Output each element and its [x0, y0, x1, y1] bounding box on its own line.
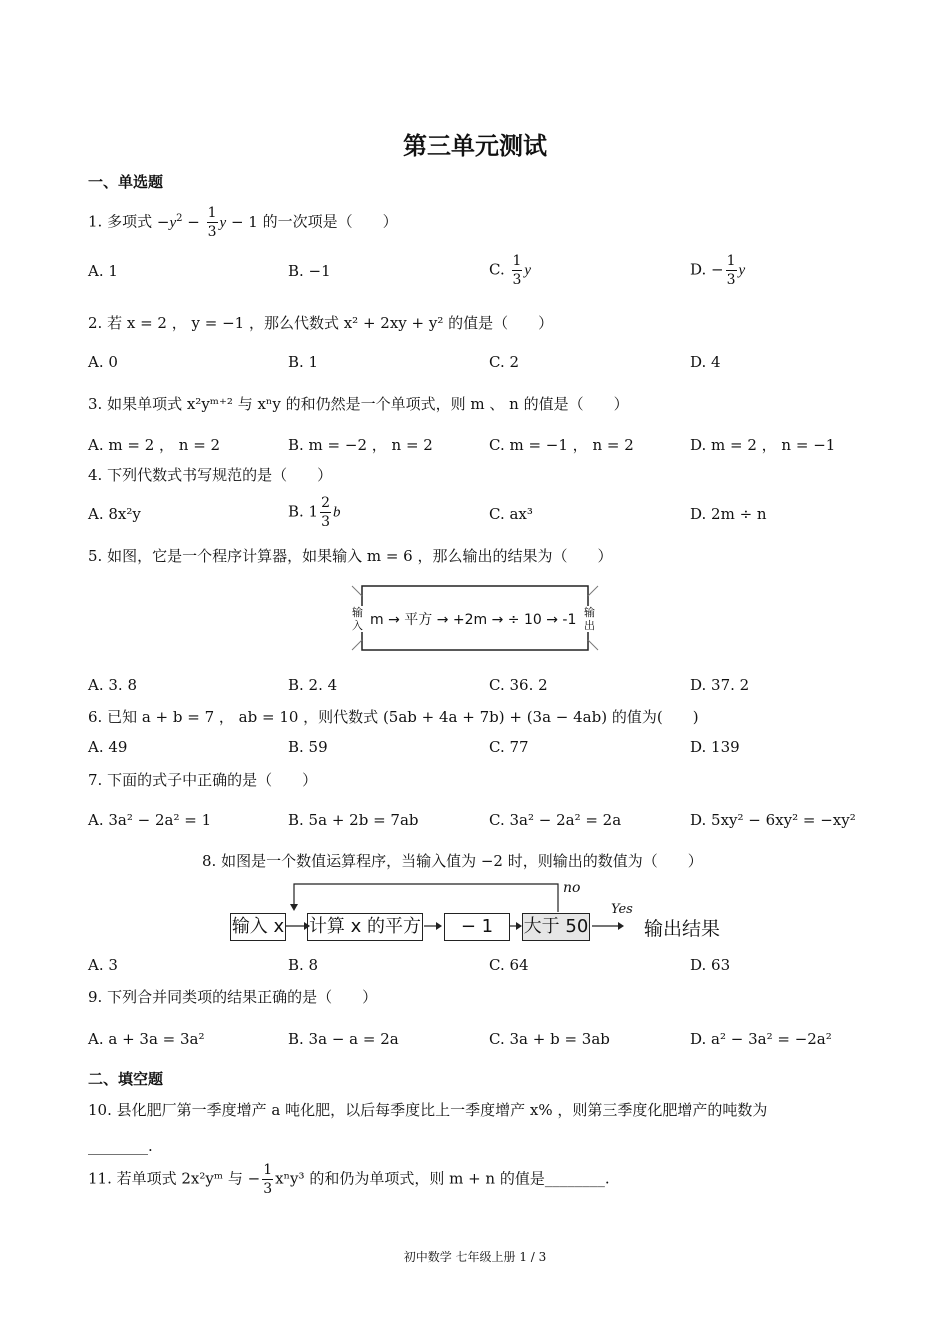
question-3: 3. 如果单项式 x²yᵐ⁺² 与 xⁿy 的和仍然是一个单项式，则 m 、 n 的值是（ ） [88, 395, 629, 413]
section-heading-single-choice: 一、单选题 [88, 173, 164, 191]
option-8c: C. 64 [489, 956, 529, 974]
question-11: 11. 若单项式 2x²yᵐ 与 − $\frac{1}{3}$ xⁿy³ 的和仍为单项式，则 m + n 的值是________. [88, 1162, 610, 1197]
question-1 [88, 206, 398, 239]
option-8d: D. 63 [690, 956, 731, 974]
option-5b: B. 2. 4 [288, 676, 338, 694]
option-1d-label: D. − [690, 260, 724, 279]
question-9: 9. 下列合并同类项的结果正确的是（ ） [88, 988, 378, 1006]
option-1c-label: C. [489, 260, 505, 279]
page-footer: 初中数学 七年级上册 1 / 3 [403, 1250, 547, 1264]
option-8b: B. 8 [288, 956, 319, 974]
option-9c: C. 3a + b = 3ab [489, 1030, 610, 1048]
option-4a: A. 8x²y [88, 505, 141, 523]
option-3d: D. m = 2 ， n = −1 [690, 436, 836, 454]
option-7d: D. 5xy² − 6xy² = −xy² [690, 811, 856, 829]
option-4b: B. 1 $\frac{2}{3}$ b [288, 495, 341, 530]
section-heading-fill-blank: 二、填空题 [88, 1070, 164, 1088]
option-4c: C. ax³ [489, 505, 533, 523]
option-2b: B. 1 [288, 353, 319, 371]
option-1c: C. $\frac{1}{3}$ y [489, 253, 532, 288]
question-7: 7. 下面的式子中正确的是（ ） [88, 771, 318, 789]
flow-box-square: 计算 x 的平方 [307, 913, 423, 941]
option-6b: B. 59 [288, 738, 328, 756]
option-1b: B. −1 [288, 262, 331, 280]
option-5d: D. 37. 2 [690, 676, 750, 694]
option-7a: A. 3a² − 2a² = 1 [88, 811, 212, 829]
question-6: 6. 已知 a + b = 7 ， ab = 10 ，则代数式 (5ab + 4a + 7b) + (3a − 4ab) 的值为( ) [88, 708, 699, 726]
question-11-prefix: 11. 若单项式 2x²yᵐ 与 − [88, 1169, 261, 1188]
option-6c: C. 77 [489, 738, 529, 756]
option-6d: D. 139 [690, 738, 740, 756]
flow-output-text: 输出结果 [644, 918, 721, 940]
option-7b: B. 5a + 2b = 7ab [288, 811, 419, 829]
option-7c: C. 3a² − 2a² = 2a [489, 811, 622, 829]
program-calculator-figure [348, 582, 602, 654]
calculator-output-label: 输 出 [584, 606, 595, 632]
option-5a: A. 3. 8 [88, 676, 137, 694]
question-2: 2. 若 x = 2 ， y = −1 ，那么代数式 x² + 2xy + y² 的值是（ ） [88, 314, 554, 332]
question-10: 10. 县化肥厂第一季度增产 a 吨化肥，以后每季度比上一季度增产 x% ，则第三季度化肥增产的吨数为 [88, 1101, 768, 1119]
question-1-prefix: 1. 多项式 [88, 212, 153, 231]
option-2d: D. 4 [690, 353, 721, 371]
flow-label-no: no [563, 880, 581, 896]
flow-box-input: 输入 x [230, 913, 286, 941]
option-5c: C. 36. 2 [489, 676, 548, 694]
question-8: 8. 如图是一个数值运算程序，当输入值为 −2 时，则输出的数值为（ ） [202, 852, 703, 870]
flow-box-greater-than-50: 大于 50 [522, 913, 590, 941]
question-4: 4. 下列代数式书写规范的是（ ） [88, 466, 333, 484]
question-1-suffix: 的一次项是（ ） [262, 212, 398, 231]
option-9a: A. a + 3a = 3a² [88, 1030, 205, 1048]
option-2a: A. 0 [88, 353, 118, 371]
option-6a: A. 49 [88, 738, 128, 756]
option-9d: D. a² − 3a² = −2a² [690, 1030, 832, 1048]
question-1-expression: $-y^2$ − $\frac{1}{3}$ y − 1 [156, 205, 258, 240]
flow-label-yes: Yes [611, 902, 633, 917]
option-3c: C. m = −1 ， n = 2 [489, 436, 634, 454]
question-11-suffix: xⁿy³ 的和仍为单项式，则 m + n 的值是________. [275, 1169, 610, 1188]
question-10-blank: ________. [88, 1137, 153, 1155]
option-3a: A. m = 2 ， n = 2 [88, 436, 221, 454]
calculator-chain: m → 平方 → +2m → ÷ 10 → -1 [370, 609, 576, 629]
page-title: 第三单元测试 [403, 132, 547, 160]
option-3b: B. m = −2 ， n = 2 [288, 436, 433, 454]
option-2c: C. 2 [489, 353, 520, 371]
option-1d: D. − $\frac{1}{3}$ y [690, 253, 746, 288]
calculator-input-label: 输 入 [352, 606, 363, 632]
numeric-program-figure [228, 878, 728, 944]
option-1a: A. 1 [88, 262, 118, 280]
option-4d: D. 2m ÷ n [690, 505, 767, 523]
option-8a: A. 3 [88, 956, 118, 974]
flow-box-minus-one: − 1 [444, 913, 510, 941]
option-9b: B. 3a − a = 2a [288, 1030, 399, 1048]
question-5: 5. 如图，它是一个程序计算器，如果输入 m = 6 ，那么输出的结果为（ ） [88, 547, 613, 565]
option-4b-label: B. 1 [288, 502, 319, 521]
